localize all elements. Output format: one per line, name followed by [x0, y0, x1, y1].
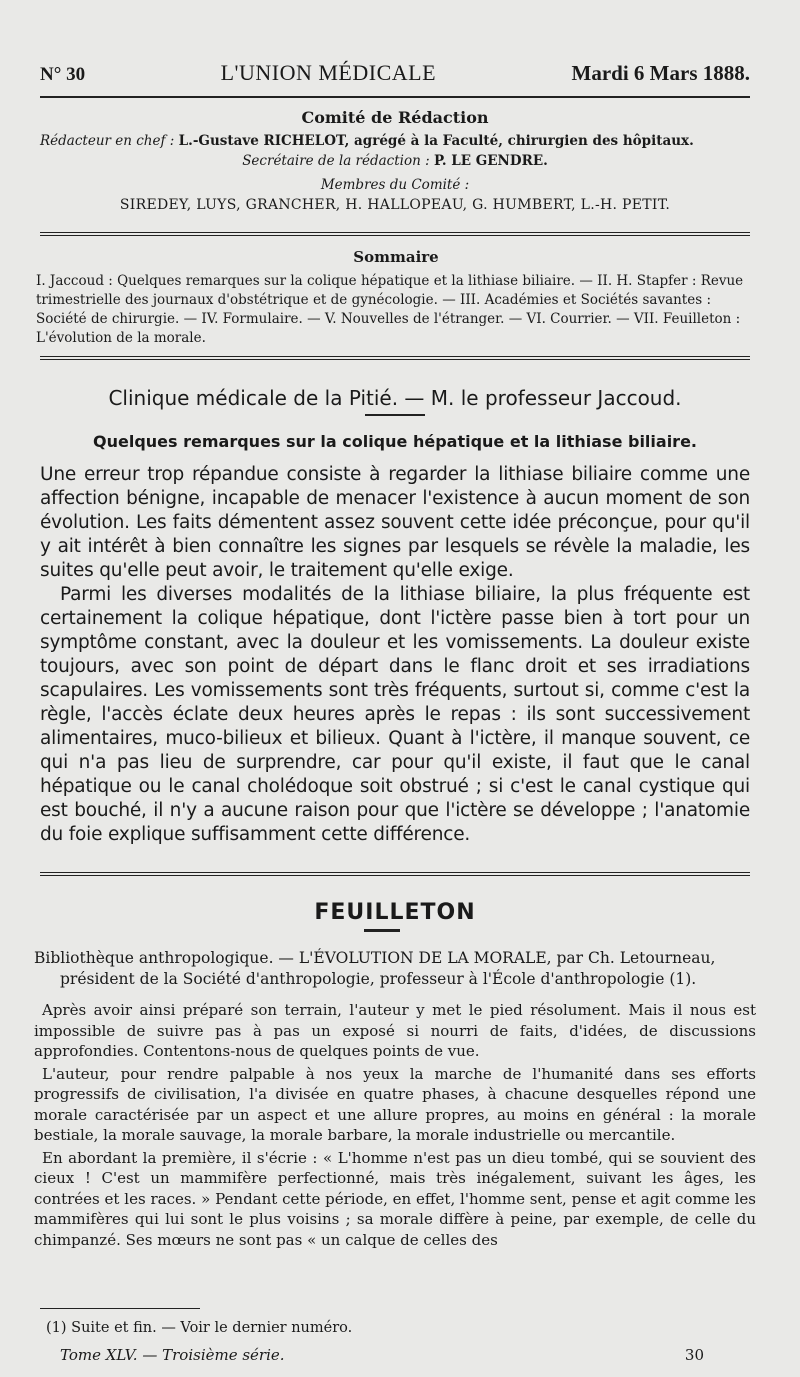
volume-info: Tome XLV. — Troisième série.: [60, 1346, 285, 1364]
page-footer: [60, 1346, 704, 1364]
secretary-line: [40, 153, 750, 169]
clinique-article: [40, 386, 750, 847]
reference-line-2: président de la Société d'anthropologie, professeur à l'École d'anthropologie (1).: [60, 970, 697, 988]
feuilleton-reference: [34, 948, 756, 990]
committee-heading: Comité de Rédaction: [301, 108, 489, 127]
secretary-name: P. LE GENDRE.: [433, 153, 548, 169]
chief-text: L.-Gustave RICHELOT, agrégé à la Faculté, chirurgien des hôpitaux.: [178, 133, 694, 149]
article-paragraph: Parmi les diverses modalités de la lithiase biliaire, la plus fréquente est certainement la colique hépatique, dont l'ictère passe bien à tort pour un symptôme constant, avec la douleur et les vomissements. La douleur existe toujours, avec son point de départ dans le flanc droit et ses irradiations scapulaires. Les vomissements sont très fréquents, surtout si, comme c'est la règle, l'accès éclate deux heures après le repas : ils sont successivement alimentaires, muco-bilieux et bilieux. Quant à l'ictère, il manque souvent, ce qui n'a pas lieu de surprendre, car pour qu'il existe, il faut que le canal hépatique ou le canal cholédoque soit obstrué ; si c'est le canal cystique qui est bouché, il n'y a aucune raison pour que l'ictère se développe ; l'anatomie du foie explique suffisamment cette différence.: [40, 584, 750, 845]
page-number: 30: [684, 1346, 704, 1364]
issue-date: Mardi 6 Mars 1888.: [571, 61, 750, 85]
journal-title: L'UNION MÉDICALE: [220, 60, 437, 85]
feuilleton-section: [34, 900, 756, 1252]
committee-block: [40, 108, 750, 213]
reference-line-1: Bibliothèque anthropologique. — L'ÉVOLUTION DE LA MORALE, par Ch. Letourneau,: [34, 949, 716, 967]
feuilleton-paragraph: L'auteur, pour rendre palpable à nos yeux la marche de l'humanité dans ses efforts progressifs de civilisation, l'a divisée en quatre phases, à chacune desquelles répond une morale caractérisée par un aspect et une allure propres, au moins en général : la morale bestiale, la morale sauvage, la morale barbare, la morale industrielle ou mercantile.: [34, 1064, 756, 1144]
feuilleton-paragraph: En abordant la première, il s'écrie : « L'homme n'est pas un dieu tombé, qui se souvient des cieux ! C'est un mammifère perfectionné, mais très inégalement, suivant les âges, les contrées et les races. » Pendant cette période, en effet, l'homme sent, pense et agit comme les mammifères qui lui sont le plus voisins ; sa morale diffère à peine, par exemple, de celle du chimpanzé. Ses mœurs ne sont pas « un calque de celles des: [34, 1148, 756, 1249]
footnote: (1) Suite et fin. — Voir le dernier numéro.: [46, 1320, 353, 1336]
sommaire-heading: Sommaire: [353, 248, 439, 266]
article-title-rule: [365, 414, 425, 416]
chief-editor-line: [40, 133, 750, 149]
members-label: Membres du Comité :: [320, 177, 470, 193]
feuilleton-body: [34, 1000, 756, 1250]
committee-rule: [40, 232, 750, 236]
masthead: [40, 60, 750, 86]
sommaire-block: [36, 248, 756, 348]
feuilleton-paragraph: Après avoir ainsi préparé son terrain, l'auteur y met le pied résolument. Mais il nous est impossible de suivre pas à pas un exposé si nourri de faits, d'idées, de discussions approfondies. Contentons-nous de quelques points de vue.: [34, 1001, 756, 1060]
sommaire-rule: [40, 356, 750, 360]
issue-number: N° 30: [40, 64, 86, 85]
article-subtitle: Quelques remarques sur la colique hépatique et la lithiase biliaire.: [93, 432, 697, 451]
article-body: [40, 463, 750, 847]
members-list: SIREDEY, LUYS, GRANCHER, H. HALLOPEAU, G. HUMBERT, L.-H. PETIT.: [119, 197, 671, 213]
sommaire-text: I. Jaccoud : Quelques remarques sur la colique hépatique et la lithiase biliaire. — II. H. Stapfer : Revue trimestrielle des journaux d'obstétrique et de gynécologie. — III. Académies et Sociétés savantes : Société de chirurgie. — IV. Formulaire. — V. Nouvelles de l'étranger. — VI. Courrier. — VII. Feuilleton : L'évolution de la morale.: [36, 273, 744, 346]
secretary-label: Secrétaire de la rédaction :: [242, 153, 430, 169]
article-title: Clinique médicale de la Pitié. — M. le professeur Jaccoud.: [108, 386, 682, 410]
masthead-rule: [40, 96, 750, 98]
chief-label: Rédacteur en chef :: [40, 133, 175, 149]
article-end-rule: [40, 872, 750, 876]
feuilleton-title-rule: [364, 929, 400, 932]
footnote-rule: [40, 1308, 200, 1309]
article-paragraph: Une erreur trop répandue consiste à regarder la lithiase biliaire comme une affection bénigne, incapable de menacer l'existence à aucun moment de son évolution. Les faits démentent assez souvent cette idée préconçue, pour qu'il y ait intérêt à bien connaître les signes par lesquels se révèle la maladie, les suites qu'elle peut avoir, le traitement qu'elle exige.: [40, 464, 750, 581]
feuilleton-title: FEUILLETON: [314, 900, 476, 925]
